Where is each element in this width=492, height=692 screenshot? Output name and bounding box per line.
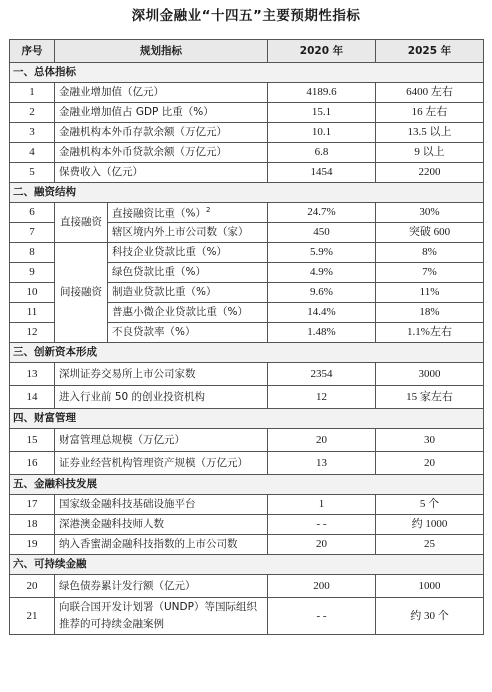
section-row	[10, 555, 484, 575]
section-row	[10, 343, 484, 363]
row-no: 14	[10, 386, 55, 409]
row-indicator: 绿色债券累计发行额（亿元）	[55, 575, 268, 598]
row-indicator: 证券业经营机构管理资产规模（万亿元）	[55, 452, 268, 475]
row-no: 19	[10, 535, 55, 555]
row-no: 3	[10, 123, 55, 143]
row-indicator: 进入行业前 50 的创业投资机构	[55, 386, 268, 409]
row-2020: - -	[268, 515, 376, 535]
table-row	[10, 515, 484, 535]
section-title: 六、可持续金融	[10, 555, 484, 575]
section-title: 一、总体指标	[10, 63, 484, 83]
table-row	[10, 143, 484, 163]
row-no: 16	[10, 452, 55, 475]
row-indicator: 深港澳金融科技师人数	[55, 515, 268, 535]
row-no: 10	[10, 283, 55, 303]
row-2020: 450	[268, 223, 376, 243]
row-indicator: 纳入香蜜湖金融科技指数的上市公司数	[55, 535, 268, 555]
row-no: 1	[10, 83, 55, 103]
row-no: 15	[10, 429, 55, 452]
row-2025: 2200	[376, 163, 484, 183]
row-2020: 10.1	[268, 123, 376, 143]
row-2025: 18%	[376, 303, 484, 323]
row-2020: 14.4%	[268, 303, 376, 323]
footnote-mark: 2	[205, 205, 211, 214]
row-2025: 6400 左右	[376, 83, 484, 103]
row-2025: 16 左右	[376, 103, 484, 123]
row-no: 8	[10, 243, 55, 263]
row-no: 12	[10, 323, 55, 343]
row-2020: - -	[268, 598, 376, 635]
section-row	[10, 475, 484, 495]
row-2025: 突破 600	[376, 223, 484, 243]
table-row	[10, 163, 484, 183]
table-row	[10, 452, 484, 475]
table-row	[10, 123, 484, 143]
header-2020: 2020 年	[268, 40, 376, 63]
row-2025: 15 家左右	[376, 386, 484, 409]
row-2020: 1454	[268, 163, 376, 183]
row-2025: 1000	[376, 575, 484, 598]
header-row	[10, 40, 484, 63]
table-row	[10, 243, 484, 263]
row-2020: 12	[268, 386, 376, 409]
section-title: 三、创新资本形成	[10, 343, 484, 363]
row-indicator: 辖区境内外上市公司数（家）	[108, 223, 268, 243]
row-no: 20	[10, 575, 55, 598]
row-2025: 30%	[376, 203, 484, 223]
row-indicator-text: 直接融资比重（%）	[112, 207, 206, 220]
table-row	[10, 575, 484, 598]
row-2020: 13	[268, 452, 376, 475]
row-2020: 6.8	[268, 143, 376, 163]
row-indicator: 金融业增加值占 GDP 比重（%）	[55, 103, 268, 123]
row-no: 2	[10, 103, 55, 123]
row-indicator: 保费收入（亿元）	[55, 163, 268, 183]
row-2025: 5 个	[376, 495, 484, 515]
row-indicator: 国家级金融科技基础设施平台	[55, 495, 268, 515]
row-2025: 30	[376, 429, 484, 452]
row-2025: 25	[376, 535, 484, 555]
group-direct-financing: 直接融资	[55, 203, 108, 243]
row-2020: 4.9%	[268, 263, 376, 283]
section-title: 四、财富管理	[10, 409, 484, 429]
row-2025: 11%	[376, 283, 484, 303]
table-row	[10, 103, 484, 123]
row-no: 7	[10, 223, 55, 243]
row-no: 18	[10, 515, 55, 535]
row-2020: 1	[268, 495, 376, 515]
row-2025: 3000	[376, 363, 484, 386]
table-row	[10, 363, 484, 386]
row-2020: 15.1	[268, 103, 376, 123]
row-2025: 9 以上	[376, 143, 484, 163]
row-no: 21	[10, 598, 55, 635]
table-row	[10, 83, 484, 103]
row-2020: 9.6%	[268, 283, 376, 303]
row-indicator: 向联合国开发计划署（UNDP）等国际组织推荐的可持续金融案例	[55, 598, 268, 635]
row-2020: 5.9%	[268, 243, 376, 263]
row-2025: 20	[376, 452, 484, 475]
row-2020: 2354	[268, 363, 376, 386]
row-no: 6	[10, 203, 55, 223]
row-indicator: 金融机构本外币贷款余额（万亿元）	[55, 143, 268, 163]
row-no: 17	[10, 495, 55, 515]
row-no: 9	[10, 263, 55, 283]
row-2025: 8%	[376, 243, 484, 263]
document-title: 深圳金融业“十四五”主要预期性指标	[131, 8, 361, 24]
row-2020: 24.7%	[268, 203, 376, 223]
row-indicator: 制造业贷款比重（%）	[108, 283, 268, 303]
table-row	[10, 598, 484, 635]
row-indicator: 金融业增加值（亿元）	[55, 83, 268, 103]
row-2020: 20	[268, 535, 376, 555]
table-row	[10, 429, 484, 452]
row-2020: 4189.6	[268, 83, 376, 103]
row-2025: 约 30 个	[376, 598, 484, 635]
row-no: 4	[10, 143, 55, 163]
row-2025: 7%	[376, 263, 484, 283]
header-2025: 2025 年	[376, 40, 484, 63]
row-no: 5	[10, 163, 55, 183]
section-title: 二、融资结构	[10, 183, 484, 203]
row-2025: 约 1000	[376, 515, 484, 535]
row-2025: 13.5 以上	[376, 123, 484, 143]
row-no: 13	[10, 363, 55, 386]
group-indirect-financing: 间接融资	[55, 243, 108, 343]
header-no: 序号	[10, 40, 55, 63]
row-indicator: 不良贷款率（%）	[108, 323, 268, 343]
header-indicator: 规划指标	[55, 40, 268, 63]
row-indicator: 绿色贷款比重（%）	[108, 263, 268, 283]
row-2025: 1.1%左右	[376, 323, 484, 343]
table-row	[10, 203, 484, 223]
row-no: 11	[10, 303, 55, 323]
row-indicator: 财富管理总规模（万亿元）	[55, 429, 268, 452]
indicator-table	[9, 39, 484, 635]
row-2020: 20	[268, 429, 376, 452]
row-2020: 200	[268, 575, 376, 598]
section-title: 五、金融科技发展	[10, 475, 484, 495]
row-indicator: 深圳证券交易所上市公司家数	[55, 363, 268, 386]
table-row	[10, 495, 484, 515]
row-indicator: 普惠小微企业贷款比重（%）	[108, 303, 268, 323]
row-indicator	[108, 203, 268, 223]
row-indicator: 金融机构本外币存款余额（万亿元）	[55, 123, 268, 143]
table-row	[10, 386, 484, 409]
section-row	[10, 63, 484, 83]
section-row	[10, 183, 484, 203]
table-row	[10, 535, 484, 555]
row-2020: 1.48%	[268, 323, 376, 343]
row-indicator: 科技企业贷款比重（%）	[108, 243, 268, 263]
section-row	[10, 409, 484, 429]
